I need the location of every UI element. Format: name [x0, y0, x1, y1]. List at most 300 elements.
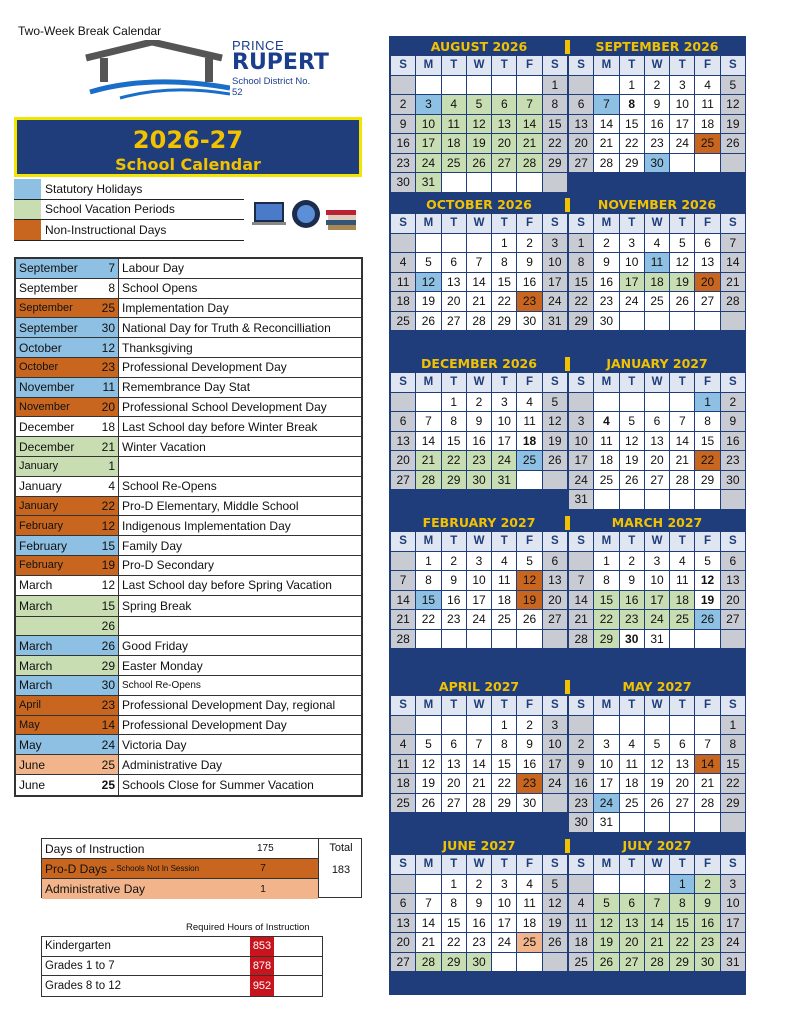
day-cell: 18 — [645, 273, 669, 292]
month-block — [569, 194, 745, 330]
month-block — [569, 512, 745, 648]
empty-day-cell — [670, 154, 694, 173]
empty-day-cell — [543, 471, 567, 490]
day-cell: 6 — [391, 894, 415, 913]
day-cell: 25 — [517, 933, 541, 952]
day-cell: 4 — [442, 95, 466, 114]
logo-text-district: School District No. 52 — [232, 76, 311, 98]
day-cell: 5 — [467, 95, 491, 114]
day-cell: 15 — [594, 591, 618, 610]
day-cell: 19 — [721, 115, 745, 134]
event-day: 26 — [88, 617, 118, 636]
day-cell: 24 — [645, 610, 669, 629]
event-month — [16, 617, 88, 636]
event-month: January — [16, 497, 88, 516]
month-title: MAY 2027 — [622, 679, 692, 694]
weekday-header: S — [543, 214, 567, 233]
weekday-header: S — [391, 214, 415, 233]
day-cell: 18 — [517, 432, 541, 451]
day-cell: 31 — [594, 813, 618, 832]
event-day: 15 — [88, 596, 118, 616]
day-cell: 3 — [492, 875, 516, 894]
day-cell: 3 — [416, 95, 440, 114]
day-cell: 30 — [645, 154, 669, 173]
day-cell: 6 — [543, 552, 567, 571]
day-cell: 5 — [416, 735, 440, 754]
day-cell: 26 — [695, 610, 719, 629]
day-cell: 6 — [645, 412, 669, 431]
day-cell: 26 — [543, 933, 567, 952]
weekday-header: S — [569, 373, 593, 392]
day-cell: 16 — [721, 432, 745, 451]
weekday-header: S — [569, 214, 593, 233]
event-row — [16, 259, 361, 279]
weekday-header: W — [645, 532, 669, 551]
hours-value: 853 — [250, 937, 274, 956]
legend-item-vacation — [14, 200, 244, 221]
day-cell: 17 — [721, 914, 745, 933]
day-cell: 27 — [721, 610, 745, 629]
month-title: JUNE 2027 — [442, 838, 516, 853]
day-cell: 19 — [594, 933, 618, 952]
day-cell: 23 — [467, 933, 491, 952]
day-cell: 28 — [670, 471, 694, 490]
day-cell: 13 — [543, 571, 567, 590]
day-cell: 2 — [391, 95, 415, 114]
day-cell: 29 — [442, 471, 466, 490]
event-day: 21 — [88, 437, 118, 456]
empty-day-cell — [695, 630, 719, 649]
weekday-header: S — [543, 696, 567, 715]
weekday-header: W — [645, 56, 669, 75]
empty-day-cell — [670, 716, 694, 735]
day-cell: 10 — [543, 253, 567, 272]
day-cell: 7 — [645, 894, 669, 913]
day-cell: 11 — [517, 412, 541, 431]
day-cell: 11 — [391, 755, 415, 774]
day-cell: 13 — [442, 273, 466, 292]
day-cell: 24 — [721, 933, 745, 952]
event-row — [16, 735, 361, 755]
event-month: October — [16, 358, 88, 377]
day-cell: 16 — [467, 914, 491, 933]
day-cell: 4 — [517, 393, 541, 412]
day-cell: 6 — [442, 735, 466, 754]
day-cell: 28 — [645, 953, 669, 972]
empty-day-cell — [594, 875, 618, 894]
day-cell: 13 — [645, 432, 669, 451]
weekday-header: M — [594, 373, 618, 392]
weekday-header: W — [467, 855, 491, 874]
day-cell: 25 — [670, 610, 694, 629]
event-month: March — [16, 576, 88, 595]
day-cell: 24 — [492, 933, 516, 952]
weekday-header: M — [594, 56, 618, 75]
weekday-header: T — [620, 56, 644, 75]
day-cell: 6 — [569, 95, 593, 114]
weekday-header: S — [391, 373, 415, 392]
day-cell: 17 — [594, 774, 618, 793]
day-cell: 30 — [391, 173, 415, 192]
day-cell: 12 — [645, 755, 669, 774]
weekday-header: T — [492, 696, 516, 715]
event-day: 23 — [88, 358, 118, 377]
day-cell: 19 — [517, 591, 541, 610]
house-logo-icon — [80, 40, 230, 100]
day-cell: 8 — [569, 253, 593, 272]
month-days-grid — [391, 373, 567, 489]
day-cell: 7 — [670, 412, 694, 431]
weekday-header: M — [416, 696, 440, 715]
empty-day-cell — [467, 76, 491, 95]
event-description: Professional School Development Day — [118, 398, 361, 417]
weekday-header: W — [467, 532, 491, 551]
empty-day-cell — [645, 813, 669, 832]
day-cell: 28 — [416, 471, 440, 490]
weekday-header: S — [721, 696, 745, 715]
weekday-header: W — [645, 696, 669, 715]
empty-day-cell — [391, 234, 415, 253]
event-row — [16, 378, 361, 398]
day-cell: 4 — [569, 894, 593, 913]
day-cell: 21 — [416, 451, 440, 470]
month-title: MARCH 2027 — [611, 515, 703, 530]
empty-day-cell — [620, 716, 644, 735]
event-row — [16, 358, 361, 378]
event-description: Last School day before Spring Vacation — [118, 576, 361, 595]
empty-day-cell — [569, 76, 593, 95]
day-cell: 3 — [721, 875, 745, 894]
weekday-header: S — [543, 373, 567, 392]
calendar-grid — [389, 36, 746, 995]
day-cell: 1 — [543, 76, 567, 95]
event-month: April — [16, 696, 88, 715]
weekday-header: W — [467, 214, 491, 233]
weekday-header: T — [620, 696, 644, 715]
legend-swatch — [14, 220, 41, 240]
legend-label: School Vacation Periods — [45, 202, 175, 217]
day-cell: 25 — [594, 471, 618, 490]
day-cell: 7 — [467, 735, 491, 754]
day-cell: 23 — [517, 774, 541, 793]
day-cell: 16 — [695, 914, 719, 933]
event-month: February — [16, 516, 88, 535]
empty-day-cell — [391, 875, 415, 894]
day-cell: 23 — [391, 154, 415, 173]
day-cell: 13 — [670, 755, 694, 774]
event-month: September — [16, 279, 88, 298]
instruction-days-summary — [41, 838, 362, 898]
day-cell: 9 — [442, 571, 466, 590]
event-description: Schools Close for Summer Vacation — [118, 775, 361, 795]
empty-day-cell — [670, 630, 694, 649]
day-cell: 3 — [620, 234, 644, 253]
day-cell: 11 — [517, 894, 541, 913]
day-cell: 15 — [620, 115, 644, 134]
day-cell: 22 — [721, 774, 745, 793]
day-cell: 29 — [721, 794, 745, 813]
day-cell: 5 — [620, 412, 644, 431]
day-cell: 16 — [517, 273, 541, 292]
day-cell: 7 — [517, 95, 541, 114]
day-cell: 10 — [416, 115, 440, 134]
event-day: 12 — [88, 338, 118, 357]
event-day: 1 — [88, 457, 118, 476]
day-cell: 8 — [442, 894, 466, 913]
day-cell: 2 — [569, 735, 593, 754]
day-cell: 30 — [467, 953, 491, 972]
day-cell: 10 — [594, 755, 618, 774]
day-cell: 2 — [467, 393, 491, 412]
legend-item-noninstructional — [14, 220, 244, 241]
day-cell: 21 — [695, 774, 719, 793]
day-cell: 1 — [670, 875, 694, 894]
day-cell: 30 — [517, 794, 541, 813]
event-day: 18 — [88, 417, 118, 436]
weekday-header: T — [492, 214, 516, 233]
event-day: 22 — [88, 497, 118, 516]
day-cell: 23 — [620, 610, 644, 629]
administrative-day-row — [42, 879, 318, 899]
day-cell: 15 — [416, 591, 440, 610]
day-cell: 22 — [492, 774, 516, 793]
event-day: 30 — [88, 318, 118, 337]
day-cell: 21 — [517, 134, 541, 153]
required-hours-table — [41, 936, 323, 997]
event-month: May — [16, 716, 88, 735]
event-row — [16, 576, 361, 596]
day-cell: 11 — [594, 432, 618, 451]
day-cell: 13 — [569, 115, 593, 134]
weekday-header: W — [645, 855, 669, 874]
weekday-header: M — [416, 214, 440, 233]
event-description: National Day for Truth & Reconcilliation — [118, 318, 361, 337]
weekday-header: F — [517, 214, 541, 233]
day-cell: 4 — [645, 234, 669, 253]
day-cell: 2 — [467, 875, 491, 894]
event-row — [16, 676, 361, 696]
day-cell: 12 — [721, 95, 745, 114]
empty-day-cell — [416, 76, 440, 95]
event-day: 24 — [88, 735, 118, 754]
day-cell: 4 — [492, 552, 516, 571]
empty-day-cell — [492, 630, 516, 649]
day-cell: 5 — [645, 735, 669, 754]
day-cell: 4 — [695, 76, 719, 95]
day-cell: 16 — [620, 591, 644, 610]
day-cell: 6 — [721, 552, 745, 571]
day-cell: 29 — [492, 312, 516, 331]
event-month: June — [16, 755, 88, 774]
day-cell: 8 — [543, 95, 567, 114]
day-cell: 18 — [670, 591, 694, 610]
day-cell: 25 — [695, 134, 719, 153]
event-row — [16, 338, 361, 358]
empty-day-cell — [620, 312, 644, 331]
day-cell: 21 — [670, 451, 694, 470]
day-cell: 8 — [620, 95, 644, 114]
day-cell: 9 — [620, 571, 644, 590]
event-row — [16, 299, 361, 319]
day-cell: 17 — [543, 273, 567, 292]
event-row — [16, 536, 361, 556]
weekday-header: W — [467, 696, 491, 715]
day-cell: 31 — [645, 630, 669, 649]
day-cell: 5 — [721, 76, 745, 95]
event-month: December — [16, 417, 88, 436]
month-block — [569, 36, 745, 172]
day-cell: 21 — [467, 774, 491, 793]
event-description: Family Day — [118, 536, 361, 555]
day-cell: 13 — [391, 432, 415, 451]
weekday-header: M — [594, 214, 618, 233]
empty-day-cell — [391, 393, 415, 412]
day-cell: 30 — [467, 471, 491, 490]
day-cell: 16 — [442, 591, 466, 610]
events-list — [14, 257, 363, 797]
event-description: Implementation Day — [118, 299, 361, 318]
month-block — [391, 835, 567, 971]
day-cell: 23 — [467, 451, 491, 470]
event-month: January — [16, 477, 88, 496]
event-day: 4 — [88, 477, 118, 496]
day-cell: 21 — [467, 292, 491, 311]
stat-value: 1 — [260, 883, 266, 895]
day-cell: 29 — [569, 312, 593, 331]
day-cell: 6 — [695, 234, 719, 253]
day-cell: 19 — [670, 273, 694, 292]
day-cell: 7 — [467, 253, 491, 272]
event-month: December — [16, 437, 88, 456]
event-month: January — [16, 457, 88, 476]
day-cell: 24 — [492, 451, 516, 470]
day-cell: 6 — [391, 412, 415, 431]
event-row — [16, 775, 361, 795]
logo-text-rupert: RUPERT — [232, 50, 329, 75]
day-cell: 8 — [492, 253, 516, 272]
event-description: Pro-D Elementary, Middle School — [118, 497, 361, 516]
weekday-header: T — [442, 214, 466, 233]
day-cell: 26 — [594, 953, 618, 972]
event-row — [16, 417, 361, 437]
day-cell: 9 — [517, 253, 541, 272]
total-value: 183 — [331, 864, 351, 876]
laptop-books-image — [252, 196, 358, 236]
empty-day-cell — [517, 471, 541, 490]
weekday-header: T — [670, 373, 694, 392]
weekday-header: T — [442, 56, 466, 75]
month-block — [569, 676, 745, 832]
weekday-header: M — [416, 532, 440, 551]
day-cell: 31 — [721, 953, 745, 972]
day-cell: 3 — [645, 552, 669, 571]
event-month: November — [16, 378, 88, 397]
empty-day-cell — [620, 393, 644, 412]
day-cell: 1 — [569, 234, 593, 253]
day-cell: 26 — [670, 292, 694, 311]
empty-day-cell — [543, 173, 567, 192]
day-cell: 24 — [543, 292, 567, 311]
day-cell: 4 — [391, 253, 415, 272]
day-cell: 13 — [620, 914, 644, 933]
day-cell: 12 — [670, 253, 694, 272]
day-cell: 21 — [391, 610, 415, 629]
day-cell: 1 — [695, 393, 719, 412]
day-cell: 16 — [517, 755, 541, 774]
day-cell: 5 — [517, 552, 541, 571]
day-cell: 22 — [569, 292, 593, 311]
empty-day-cell — [645, 393, 669, 412]
day-cell: 11 — [391, 273, 415, 292]
day-cell: 24 — [467, 610, 491, 629]
empty-day-cell — [416, 875, 440, 894]
total-label: Total — [329, 842, 353, 854]
day-cell: 2 — [695, 875, 719, 894]
empty-day-cell — [721, 813, 745, 832]
required-hours-row — [42, 957, 322, 977]
empty-day-cell — [670, 312, 694, 331]
empty-day-cell — [569, 393, 593, 412]
empty-day-cell — [645, 875, 669, 894]
weekday-header: F — [695, 855, 719, 874]
day-cell: 19 — [543, 914, 567, 933]
month-days-grid — [391, 696, 567, 812]
day-cell: 22 — [416, 610, 440, 629]
day-cell: 24 — [670, 134, 694, 153]
day-cell: 6 — [492, 95, 516, 114]
day-cell: 2 — [442, 552, 466, 571]
day-cell: 20 — [645, 451, 669, 470]
day-cell: 27 — [543, 610, 567, 629]
day-cell: 11 — [645, 253, 669, 272]
day-cell: 9 — [695, 894, 719, 913]
empty-day-cell — [416, 234, 440, 253]
weekday-header: S — [721, 373, 745, 392]
legend-swatch — [14, 200, 41, 220]
month-days-grid — [391, 532, 567, 648]
day-cell: 26 — [416, 794, 440, 813]
weekday-header: T — [620, 373, 644, 392]
weekday-header: F — [517, 373, 541, 392]
day-cell: 17 — [620, 273, 644, 292]
weekday-header: T — [442, 855, 466, 874]
day-cell: 6 — [442, 253, 466, 272]
empty-day-cell — [467, 716, 491, 735]
event-description — [118, 617, 361, 636]
weekday-header: F — [695, 373, 719, 392]
empty-day-cell — [416, 716, 440, 735]
day-cell: 13 — [492, 115, 516, 134]
day-cell: 23 — [517, 292, 541, 311]
day-cell: 11 — [620, 755, 644, 774]
event-day: 25 — [88, 775, 118, 795]
empty-day-cell — [721, 490, 745, 509]
day-cell: 3 — [492, 393, 516, 412]
day-cell: 26 — [721, 134, 745, 153]
day-cell: 22 — [543, 134, 567, 153]
month-block — [391, 194, 567, 330]
event-day: 29 — [88, 656, 118, 675]
empty-day-cell — [543, 953, 567, 972]
empty-day-cell — [670, 490, 694, 509]
month-days-grid — [569, 56, 745, 172]
grade-label: Grades 1 to 7 — [45, 959, 115, 972]
day-cell: 18 — [391, 292, 415, 311]
weekday-header: T — [620, 214, 644, 233]
day-cell: 10 — [645, 571, 669, 590]
day-cell: 14 — [721, 253, 745, 272]
day-cell: 25 — [492, 610, 516, 629]
